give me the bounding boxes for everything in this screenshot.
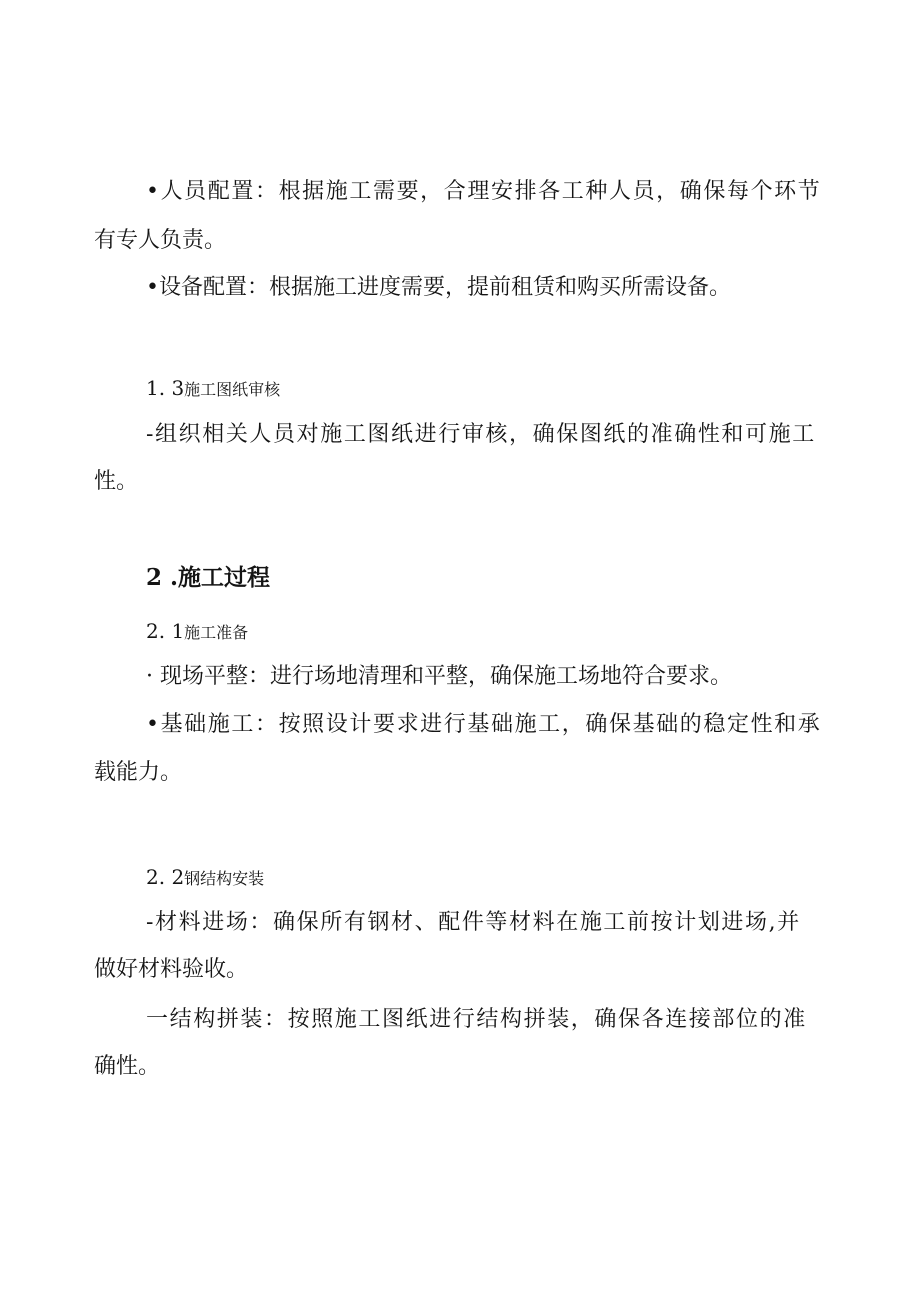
paragraph-drawing-review-line1: -组织相关人员对施工图纸进行审核，确保图纸的准确性和可施工 bbox=[146, 422, 816, 447]
heading-1-3-title: 施工图纸审核 bbox=[184, 380, 281, 399]
paragraph-foundation-line1: •基础施工：按照设计要求进行基础施工，确保基础的稳定性和承 bbox=[146, 712, 822, 737]
heading-2-2 bbox=[0, 862, 920, 894]
heading-2-construction-process: 2 .施工过程 bbox=[146, 564, 271, 591]
heading-2-1 bbox=[0, 616, 920, 648]
paragraph-assembly-line2: 确性。 bbox=[94, 1054, 161, 1079]
paragraph-foundation-line2: 载能力。 bbox=[94, 760, 183, 785]
heading-2-2-number: 2. 2 bbox=[146, 865, 185, 889]
heading-2-1-number: 2. 1 bbox=[146, 619, 185, 643]
heading-1-3 bbox=[0, 373, 920, 405]
paragraph-materials-line2: 做好材料验收。 bbox=[94, 957, 249, 982]
paragraph-assembly-line1: 一结构拼装：按照施工图纸进行结构拼装，确保各连接部位的准 bbox=[146, 1007, 807, 1032]
heading-2-1-title: 施工准备 bbox=[184, 623, 249, 642]
paragraph-personnel-line2: 有专人负责。 bbox=[94, 228, 227, 253]
paragraph-site-leveling: · 现场平整：进行场地清理和平整，确保施工场地符合要求。 bbox=[146, 664, 732, 689]
heading-2-2-title: 钢结构安装 bbox=[184, 869, 265, 888]
paragraph-equipment: •设备配置：根据施工进度需要，提前租赁和购买所需设备。 bbox=[146, 275, 731, 300]
paragraph-personnel-line1: •人员配置：根据施工需要，合理安排各工种人员，确保每个环节 bbox=[146, 179, 822, 204]
paragraph-drawing-review-line2: 性。 bbox=[94, 469, 139, 494]
heading-1-3-number: 1. 3 bbox=[146, 376, 185, 400]
paragraph-materials-line1: -材料进场：确保所有钢材、配件等材料在施工前按计划进场,并 bbox=[146, 910, 801, 935]
